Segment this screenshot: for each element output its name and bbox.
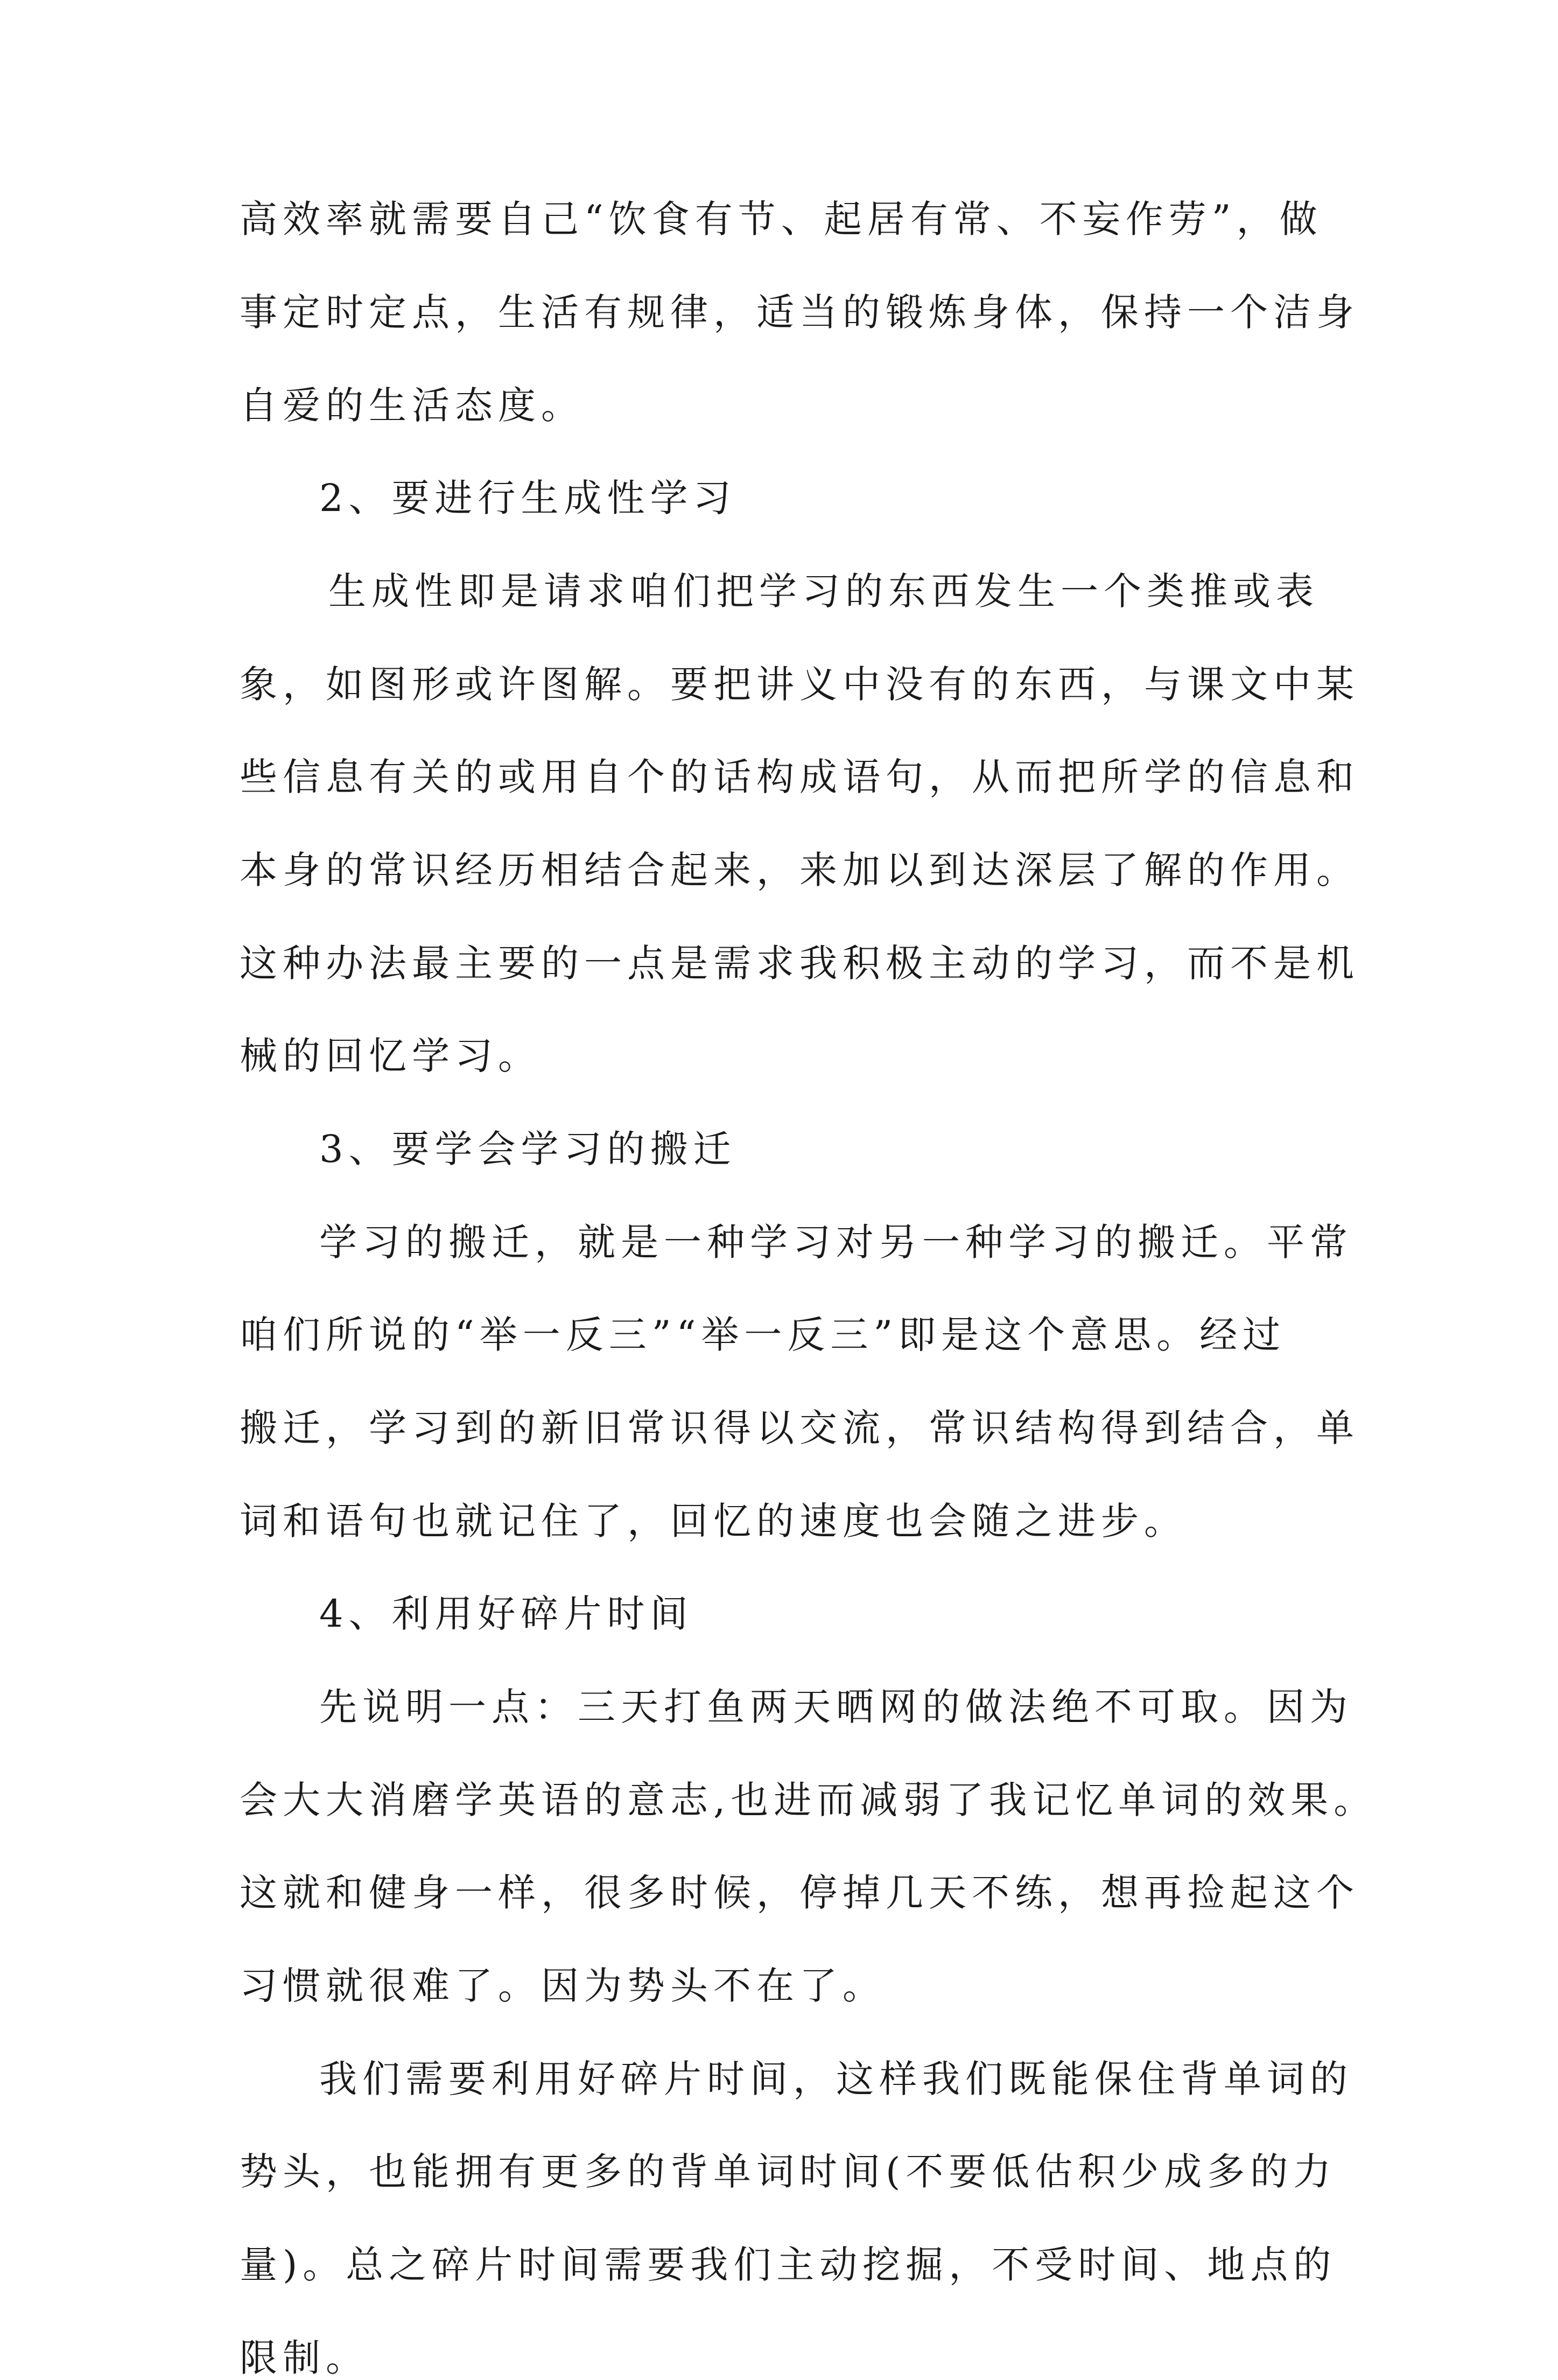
text-line: 我们需要利用好碎片时间，这样我们既能保住背单词的: [319, 2057, 1353, 2101]
text-line: 自爱的生活态度。: [240, 383, 584, 428]
text-line: 本身的常识经历相结合起来，来加以到达深层了解的作用。: [240, 848, 1359, 892]
text-line: 这种办法最主要的一点是需求我积极主动的学习，而不是机: [240, 941, 1359, 985]
text-line: 高效率就需要自己“饮食有节、起居有常、不妄作劳”，做: [240, 197, 1323, 241]
text-line: 习惯就很难了。因为势头不在了。: [240, 1964, 886, 2008]
text-line: 这就和健身一样，很多时候，停掉几天不练，想再捡起这个: [240, 1871, 1359, 1915]
text-line: 事定时定点，生活有规律，适当的锻炼身体，保持一个洁身: [240, 290, 1359, 334]
text-line: 会大大消磨学英语的意志,也进而减弱了我记忆单词的效果。: [240, 1778, 1377, 1822]
text-line: 象，如图形或许图解。要把讲义中没有的东西，与课文中某: [240, 662, 1359, 706]
text-line: 势头，也能拥有更多的背单词时间(不要低估积少成多的力: [240, 2150, 1337, 2194]
text-line: 学习的搬迁，就是一种学习对另一种学习的搬迁。平常: [319, 1220, 1353, 1264]
text-line: 限制。: [240, 2336, 369, 2380]
section-heading: 3、要学会学习的搬迁: [319, 1127, 736, 1171]
section-heading: 2、要进行生成性学习: [319, 476, 736, 520]
text-line: 词和语句也就记住了，回忆的速度也会随之进步。: [240, 1499, 1187, 1543]
text-line: 量)。总之碎片时间需要我们主动挖掘，不受时间、地点的: [240, 2243, 1337, 2287]
text-line: 先说明一点：三天打鱼两天晒网的做法绝不可取。因为: [319, 1685, 1353, 1729]
text-line: 械的回忆学习。: [240, 1034, 541, 1078]
section-heading: 4、利用好碎片时间: [319, 1592, 693, 1636]
text-line: 咱们所说的“举一反三”“举一反三”即是这个意思。经过: [240, 1313, 1286, 1357]
text-line: 搬迁，学习到的新旧常识得以交流，常识结构得到结合，单: [240, 1406, 1359, 1450]
text-line: 些信息有关的或用自个的话构成语句，从而把所学的信息和: [240, 755, 1359, 799]
text-line: 生成性即是请求咱们把学习的东西发生一个类推或表: [328, 569, 1319, 613]
